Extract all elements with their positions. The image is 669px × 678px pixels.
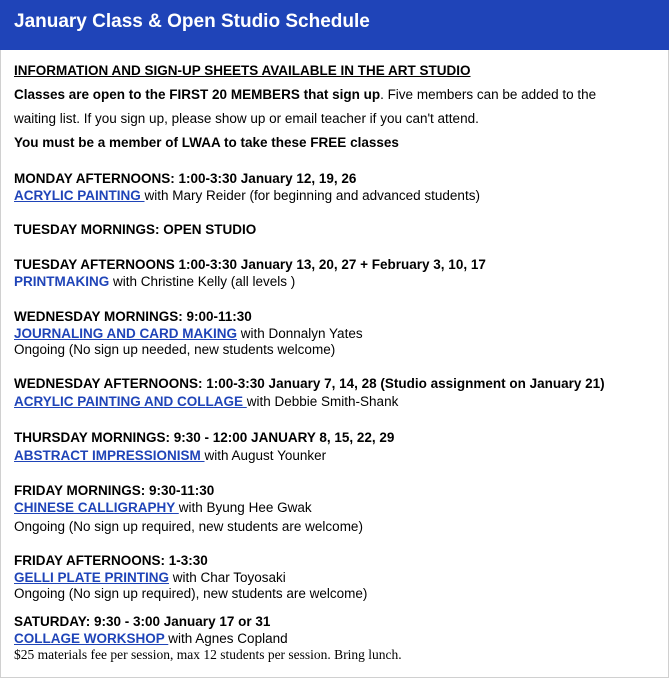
session-heading: TUESDAY AFTERNOONS 1:00-3:30 January 13, 20, 27 + February 3, 10, 17 [14, 257, 486, 272]
session-class-line [14, 570, 286, 586]
class-detail: with Char Toyosaki [169, 570, 286, 585]
session-class-line [14, 326, 363, 342]
session-note: Ongoing (No sign up required, new students are welcome) [14, 519, 363, 534]
class-detail: with Donnalyn Yates [237, 326, 363, 341]
session-heading: SATURDAY: 9:30 - 3:00 January 17 or 31 [14, 614, 271, 629]
session-note: Ongoing (No sign up required), new students are welcome) [14, 586, 368, 601]
class-detail: with Agnes Copland [168, 631, 288, 646]
session-class-line [14, 631, 288, 647]
session-class-line [14, 500, 312, 516]
class-detail: with Debbie Smith-Shank [246, 394, 399, 409]
session-heading: WEDNESDAY AFTERNOONS: 1:00-3:30 January 7, 14, 28 (Studio assignment on January 21) [14, 376, 605, 391]
class-link[interactable]: ACRYLIC PAINTING [14, 188, 145, 203]
session-note: Ongoing (No sign up needed, new students welcome) [14, 342, 336, 357]
title-bar [0, 0, 669, 50]
class-link[interactable]: COLLAGE WORKSHOP [14, 631, 169, 646]
info-line-3: You must be a member of LWAA to take these FREE classes [14, 135, 399, 150]
class-link[interactable]: PRINTMAKING [14, 274, 110, 289]
session-heading: THURSDAY MORNINGS: 9:30 - 12:00 JANUARY 8, 15, 22, 29 [14, 430, 395, 445]
class-link[interactable]: ACRYLIC PAINTING AND COLLAGE [14, 394, 247, 409]
class-link[interactable]: JOURNALING AND CARD MAKING [14, 326, 237, 341]
class-link[interactable]: CHINESE CALLIGRAPHY [14, 500, 179, 515]
session-note: $25 materials fee per session, max 12 students per session. Bring lunch. [14, 647, 402, 662]
session-heading: FRIDAY AFTERNOONS: 1-3:30 [14, 553, 208, 568]
page-title: January Class & Open Studio Schedule [14, 11, 370, 32]
session-class-line [14, 448, 326, 464]
session-heading: TUESDAY MORNINGS: OPEN STUDIO [14, 222, 257, 237]
class-link[interactable]: ABSTRACT IMPRESSIONISM [14, 448, 205, 463]
info-line-1-rest: . Five members can be added to the [380, 87, 597, 102]
session-heading: FRIDAY MORNINGS: 9:30-11:30 [14, 483, 215, 498]
class-detail: with Christine Kelly (all levels ) [109, 274, 296, 289]
class-link[interactable]: GELLI PLATE PRINTING [14, 570, 169, 585]
class-detail: with Byung Hee Gwak [178, 500, 312, 515]
info-line-2: waiting list. If you sign up, please show up or email teacher if you can't attend. [14, 111, 479, 126]
info-heading: INFORMATION AND SIGN-UP SHEETS AVAILABLE IN THE ART STUDIO [14, 63, 471, 78]
session-heading: WEDNESDAY MORNINGS: 9:00-11:30 [14, 309, 252, 324]
info-line-1 [14, 87, 596, 103]
info-line-1-bold: Classes are open to the FIRST 20 MEMBERS that sign up [14, 87, 381, 102]
session-class-line [14, 274, 295, 290]
session-class-line [14, 188, 480, 204]
class-detail: with August Younker [204, 448, 327, 463]
session-heading: MONDAY AFTERNOONS: 1:00-3:30 January 12, 19, 26 [14, 171, 357, 186]
session-class-line [14, 394, 398, 410]
class-detail: with Mary Reider (for beginning and advanced students) [144, 188, 480, 203]
